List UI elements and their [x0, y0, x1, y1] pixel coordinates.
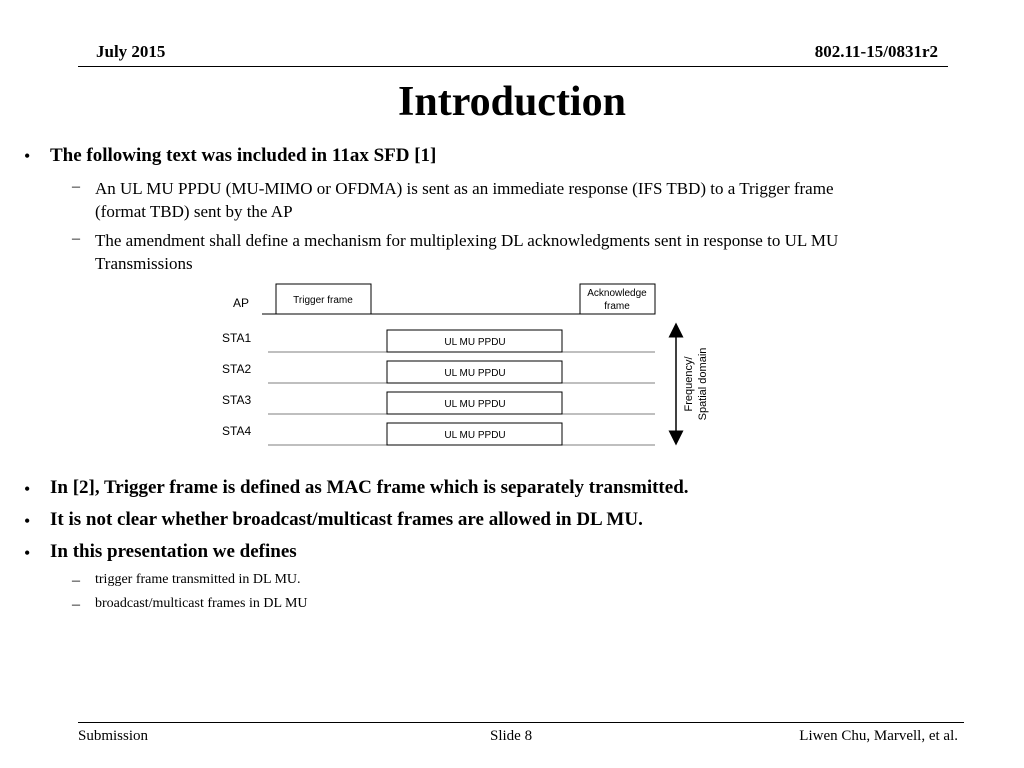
footer-submission: Submission: [78, 728, 149, 744]
header-date: July 2015: [96, 42, 166, 61]
sub-bullet-amendment-line2: Transmissions: [95, 254, 193, 273]
header-doc-id: 802.11-15/0831r2: [814, 42, 938, 61]
sub-bullet-broadcast-dl-mu: broadcast/multicast frames in DL MU: [95, 596, 308, 611]
sub-bullet-trigger-dl-mu: trigger frame transmitted in DL MU.: [95, 572, 301, 587]
dash-marker: –: [72, 178, 80, 195]
ack-frame-label-line1: Acknowledge: [587, 288, 647, 299]
sub-bullet-amendment-line1: The amendment shall define a mechanism for multiplexing DL acknowledgments sent in response to UL MU: [95, 231, 839, 250]
bullet-marker: •: [24, 146, 31, 166]
bullet-sfd-text: The following text was included in 11ax SFD [1]: [50, 145, 437, 166]
sta4-ppdu-label: UL MU PPDU: [444, 430, 506, 441]
dash-marker: –: [72, 230, 80, 247]
axis-label-line2: Spatial domain: [697, 347, 709, 421]
dash-marker: –: [72, 596, 80, 613]
bullet-presentation-text: In this presentation we defines: [50, 541, 297, 562]
bullet-marker: •: [24, 511, 31, 531]
sta1-label: STA1: [222, 331, 252, 345]
bullet-marker: •: [24, 543, 31, 563]
axis-label-line1: Frequency/: [683, 356, 695, 412]
bullet-broadcast-text: It is not clear whether broadcast/multicast frames are allowed in DL MU.: [50, 509, 643, 530]
bullet-trigger-frame-text: In [2], Trigger frame is defined as MAC frame which is separately transmitted.: [50, 477, 689, 498]
sub-bullet-ul-mu-line2: (format TBD) sent by the AP: [95, 202, 293, 221]
footer-rule: [78, 722, 964, 723]
sta3-ppdu-label: UL MU PPDU: [444, 399, 506, 410]
footer-slide-number: Slide 8: [490, 728, 533, 744]
sub-bullet-ul-mu-line1: An UL MU PPDU (MU-MIMO or OFDMA) is sent as an immediate response (IFS TBD) to a Trigger frame: [95, 179, 834, 198]
bullet-marker: •: [24, 479, 31, 499]
ack-frame-label-line2: frame: [604, 301, 630, 312]
sta2-ppdu-label: UL MU PPDU: [444, 368, 506, 379]
sta3-label: STA3: [222, 393, 252, 407]
footer-author: Liwen Chu, Marvell, et al.: [799, 728, 958, 744]
sta1-ppdu-label: UL MU PPDU: [444, 337, 506, 348]
trigger-frame-label: Trigger frame: [293, 295, 353, 306]
sta2-label: STA2: [222, 362, 252, 376]
sta4-label: STA4: [222, 424, 252, 438]
slide-title: Introduction: [398, 79, 626, 125]
dash-marker: –: [72, 572, 80, 589]
ap-label: AP: [233, 296, 250, 310]
